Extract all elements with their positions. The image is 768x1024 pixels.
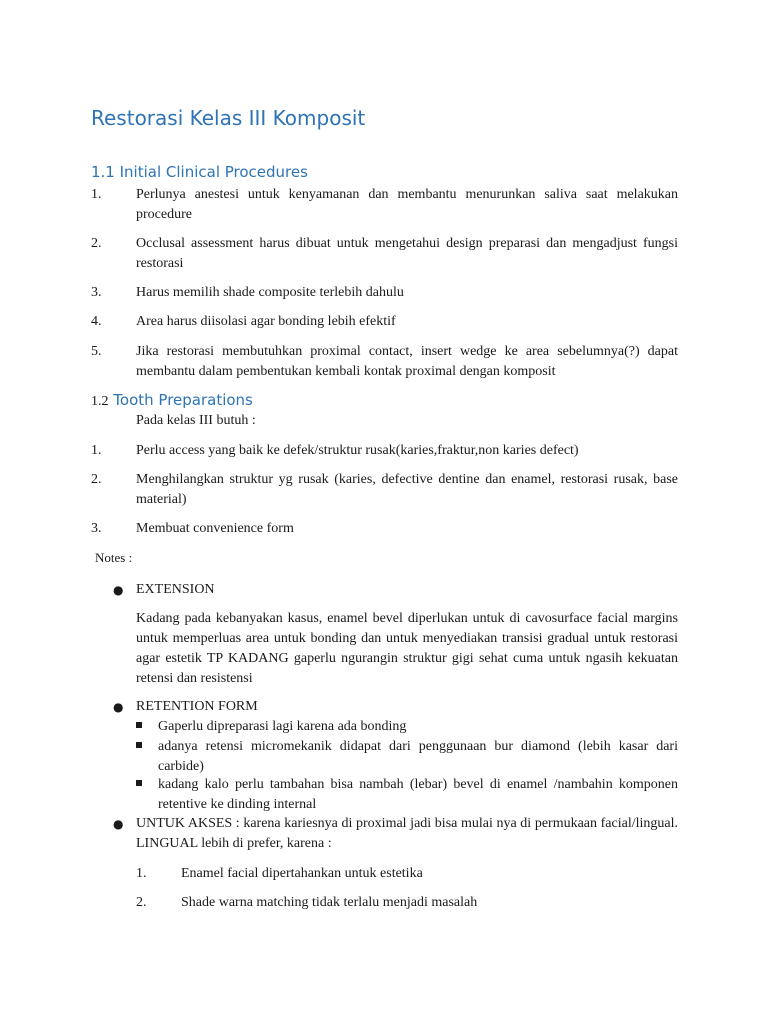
list-item-text: Membuat convenience form (136, 521, 294, 536)
list-item-text: Enamel facial dipertahankan untuk estetika (181, 866, 423, 881)
list-item-text: Shade warna matching tidak terlalu menjadi masalah (181, 895, 478, 910)
square-bullet-icon (136, 780, 142, 786)
sub-bullet-item (136, 775, 678, 815)
bullet-item-retention-form (113, 697, 678, 717)
bullet-label: EXTENSION (136, 582, 215, 597)
list-number: 4. (91, 314, 102, 329)
bullet-item-untuk-akses (113, 814, 678, 854)
list-item (91, 470, 678, 510)
document-title: Restorasi Kelas III Komposit (91, 106, 366, 130)
sub-bullet-text: Gaperlu dipreparasi lagi karena ada bonding (158, 719, 407, 734)
list-number: 1. (136, 866, 147, 881)
list-item-text: Harus memilih shade composite terlebih dahulu (136, 285, 404, 300)
list-item (91, 519, 678, 539)
list-item-text: Menghilangkan struktur yg rusak (karies, defective dentine dan enamel, restorasi rusak, base material) (136, 472, 678, 507)
sub-bullet-text: adanya retensi micromekanik didapat dari penggunaan bur diamond (lebih kasar dari carbide) (158, 739, 678, 774)
list-item (136, 864, 678, 884)
list-item (91, 441, 678, 461)
list-item-text: Perlu access yang baik ke defek/struktur rusak(karies,fraktur,non karies defect) (136, 443, 579, 458)
list-item (91, 342, 678, 382)
list-item (136, 893, 678, 913)
bullet-label: RETENTION FORM (136, 699, 258, 714)
list-item (91, 283, 678, 303)
list-number: 2. (91, 236, 102, 251)
bullet-dot-icon: ● (113, 583, 124, 597)
section-heading-initial-clinical-procedures: 1.1 Initial Clinical Procedures (91, 163, 308, 181)
list-number: 2. (91, 472, 102, 487)
list-number: 3. (91, 521, 102, 536)
bullet-dot-icon: ● (113, 700, 124, 714)
sub-bullet-item (136, 737, 678, 777)
bullet-dot-icon: ● (113, 817, 124, 831)
square-bullet-icon (136, 722, 142, 728)
list-number: 1. (91, 443, 102, 458)
list-number: 2. (136, 895, 147, 910)
list-item (91, 312, 678, 332)
section-intro: Pada kelas III butuh : (136, 413, 256, 428)
list-item (91, 185, 678, 225)
bullet-item-extension (113, 580, 678, 600)
sub-bullet-text: kadang kalo perlu tambahan bisa nambah (lebar) bevel di enamel /nambahin komponen retentive ke dinding internal (158, 777, 678, 812)
list-item-text: Occlusal assessment harus dibuat untuk mengetahui design preparasi dan mengadjust fungsi restorasi (136, 236, 678, 271)
list-item (91, 234, 678, 274)
list-item-text: Perlunya anestesi untuk kenyamanan dan membantu menurunkan saliva saat melakukan procedure (136, 187, 678, 222)
list-number: 3. (91, 285, 102, 300)
section-number: 1.2 (91, 394, 109, 409)
square-bullet-icon (136, 742, 142, 748)
list-number: 5. (91, 344, 102, 359)
list-item-text: Jika restorasi membutuhkan proximal contact, insert wedge ke area sebelumnya(?) dapat membantu dalam pembentukan kembali kontak proximal dengan komposit (136, 344, 678, 379)
list-number: 1. (91, 187, 102, 202)
list-item-text: Area harus diisolasi agar bonding lebih efektif (136, 314, 396, 329)
section-heading-tooth-preparations (91, 391, 253, 410)
section-heading-text: Tooth Preparations (113, 391, 253, 409)
extension-paragraph: Kadang pada kebanyakan kasus, enamel bevel diperlukan untuk di cavosurface facial margins untuk memperluas area untuk bonding dan untuk menyediakan transisi gradual untuk restorasi agar estetik TP KADANG gaperlu ngurangin struktur gigi sehat cuma untuk ngasih kekuatan retensi dan resistensi (136, 611, 678, 686)
notes-label: Notes : (95, 550, 133, 565)
sub-bullet-item (136, 717, 678, 737)
bullet-text: UNTUK AKSES : karena kariesnya di proximal jadi bisa mulai nya di permukaan facial/lingual. LINGUAL lebih di prefer, karena : (136, 816, 678, 851)
